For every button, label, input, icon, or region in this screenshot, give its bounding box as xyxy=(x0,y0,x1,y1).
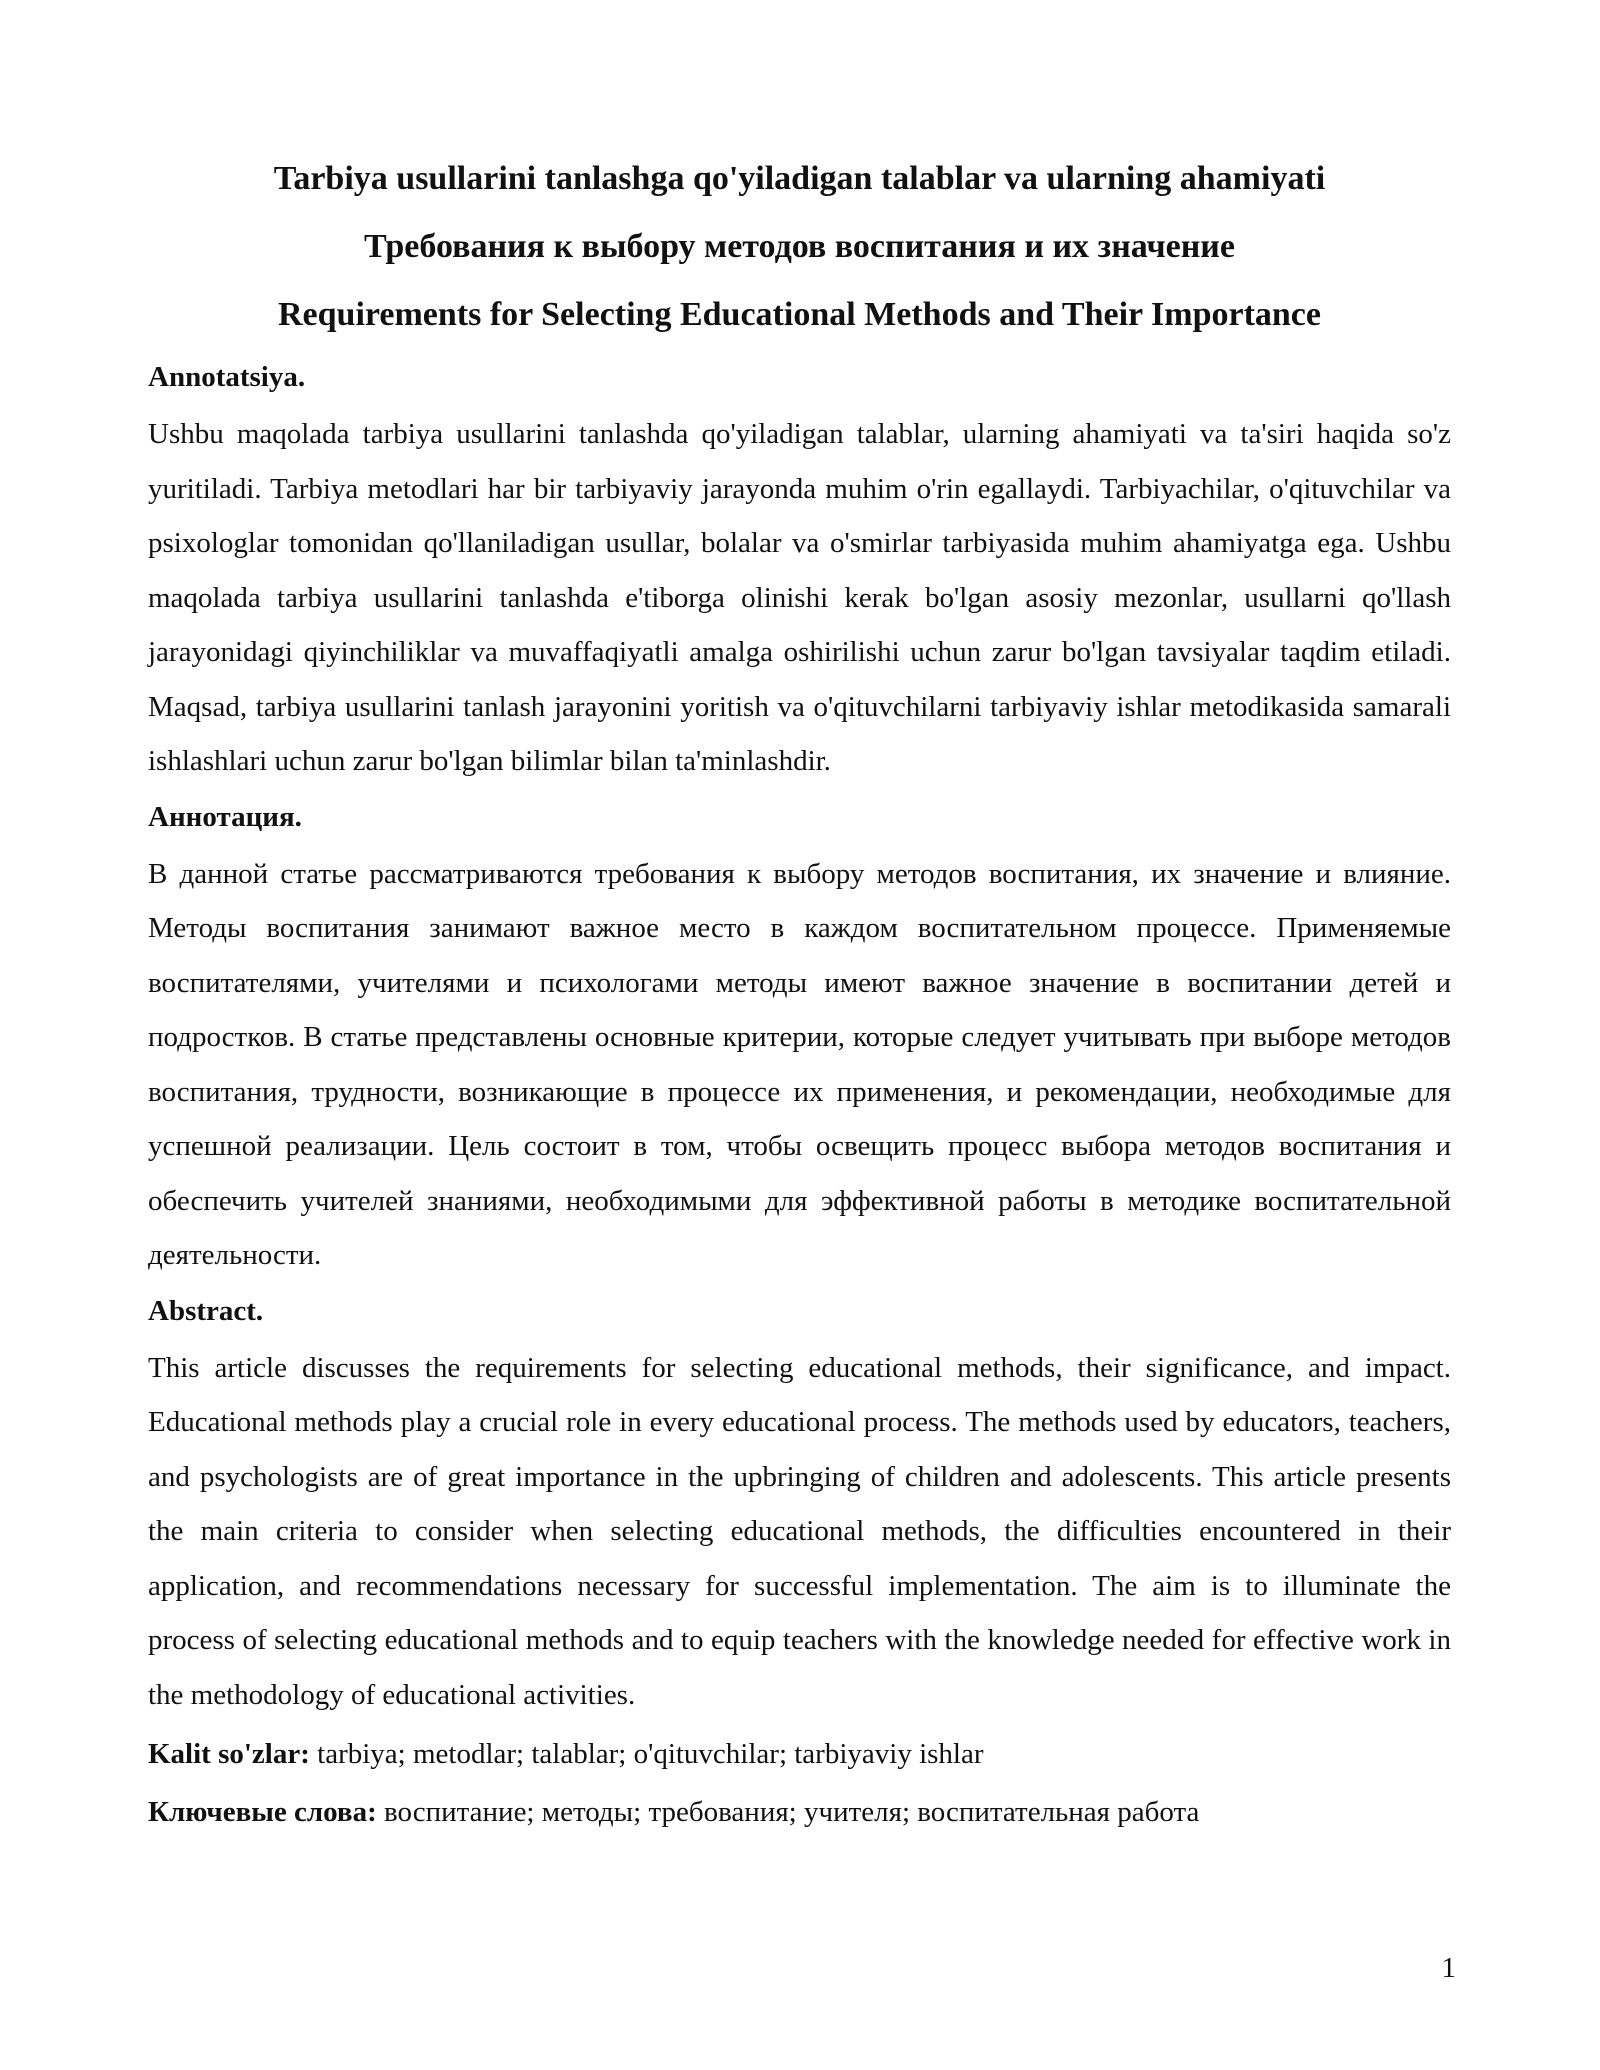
abstract-en-text: This article discusses the requirements for selecting educational methods, their significance, and impact. Educational methods play a crucial role in every educational process. The methods used by educators, teachers, and psychologists are of great importance in the upbringing of children and adolescents. This article presents the main criteria to consider when selecting educational methods, the difficulties encountered in their application, and recommendations necessary for successful implementation. The aim is to illuminate the process of selecting educational methods and to equip teachers with the knowledge needed for effective work in the methodology of educational activities. xyxy=(148,1351,1451,1711)
keywords-ru xyxy=(148,1790,1451,1834)
title-english: Requirements for Selecting Educational Methods and Their Importance xyxy=(278,296,1321,333)
document-page xyxy=(148,145,1451,1848)
keywords-uz-text: tarbiya; metodlar; talablar; o'qituvchilar; tarbiyaviy ishlar xyxy=(309,1738,984,1770)
abstract-en-heading: Abstract. xyxy=(148,1294,264,1327)
title-uzbek: Tarbiya usullarini tanlashga qo'yiladigan talablar va ularning ahamiyati xyxy=(273,160,1326,197)
title-russian: Требования к выбору методов воспитания и их значение xyxy=(364,228,1235,265)
keywords-ru-text: воспитание; методы; требования; учителя; воспитательная работа xyxy=(376,1796,1200,1828)
page-number: 1 xyxy=(1441,1952,1456,1984)
keywords-ru-label: Ключевые слова: xyxy=(148,1796,377,1828)
annotation-ru-heading: Аннотация. xyxy=(148,800,302,833)
annotation-uz-text: Ushbu maqolada tarbiya usullarini tanlashda qo'yiladigan talablar, ularning ahamiyati va ta'siri haqida so'z yuritiladi. Tarbiya metodlari har bir tarbiyaviy jarayonda muhim o'rin egallaydi. Tarbiyachilar, o'qituvchilar va psixologlar tomonidan qo'llaniladigan usullar, bolalar va o'smirlar tarbiyasida muhim ahamiyatga ega. Ushbu maqolada tarbiya usullarini tanlashda e'tiborga olinishi kerak bo'lgan asosiy mezonlar, usullarni qo'llash jarayonidagi qiyinchiliklar va muvaffaqiyatli amalga oshirilishi uchun zarur bo'lgan tavsiyalar taqdim etiladi. Maqsad, tarbiya usullarini tanlash jarayonini yoritish va o'qituvchilarni tarbiyaviy ishlar metodikasida samarali ishlashlari uchun zarur bo'lgan bilimlar bilan ta'minlashdir. xyxy=(148,418,1451,777)
keywords-uz-label: Kalit so'zlar: xyxy=(148,1738,310,1770)
keywords-uz xyxy=(148,1732,1451,1776)
annotation-ru-text: В данной статье рассматриваются требования к выбору методов воспитания, их значение и влияние. Методы воспитания занимают важное место в каждом воспитательном процессе. Применяемые воспитателями, учителями и психологами методы имеют важное значение в воспитании детей и подростков. В статье представлены основные критерии, которые следует учитывать при выборе методов воспитания, трудности, возникающие в процессе их применения, и рекомендации, необходимые для успешной реализации. Цель состоит в том, чтобы освещить процесс выбора методов воспитания и обеспечить учителей знаниями, необходимыми для эффективной работы в методике воспитательной деятельности. xyxy=(148,857,1451,1271)
annotation-uz-heading: Annotatsiya. xyxy=(148,361,306,393)
